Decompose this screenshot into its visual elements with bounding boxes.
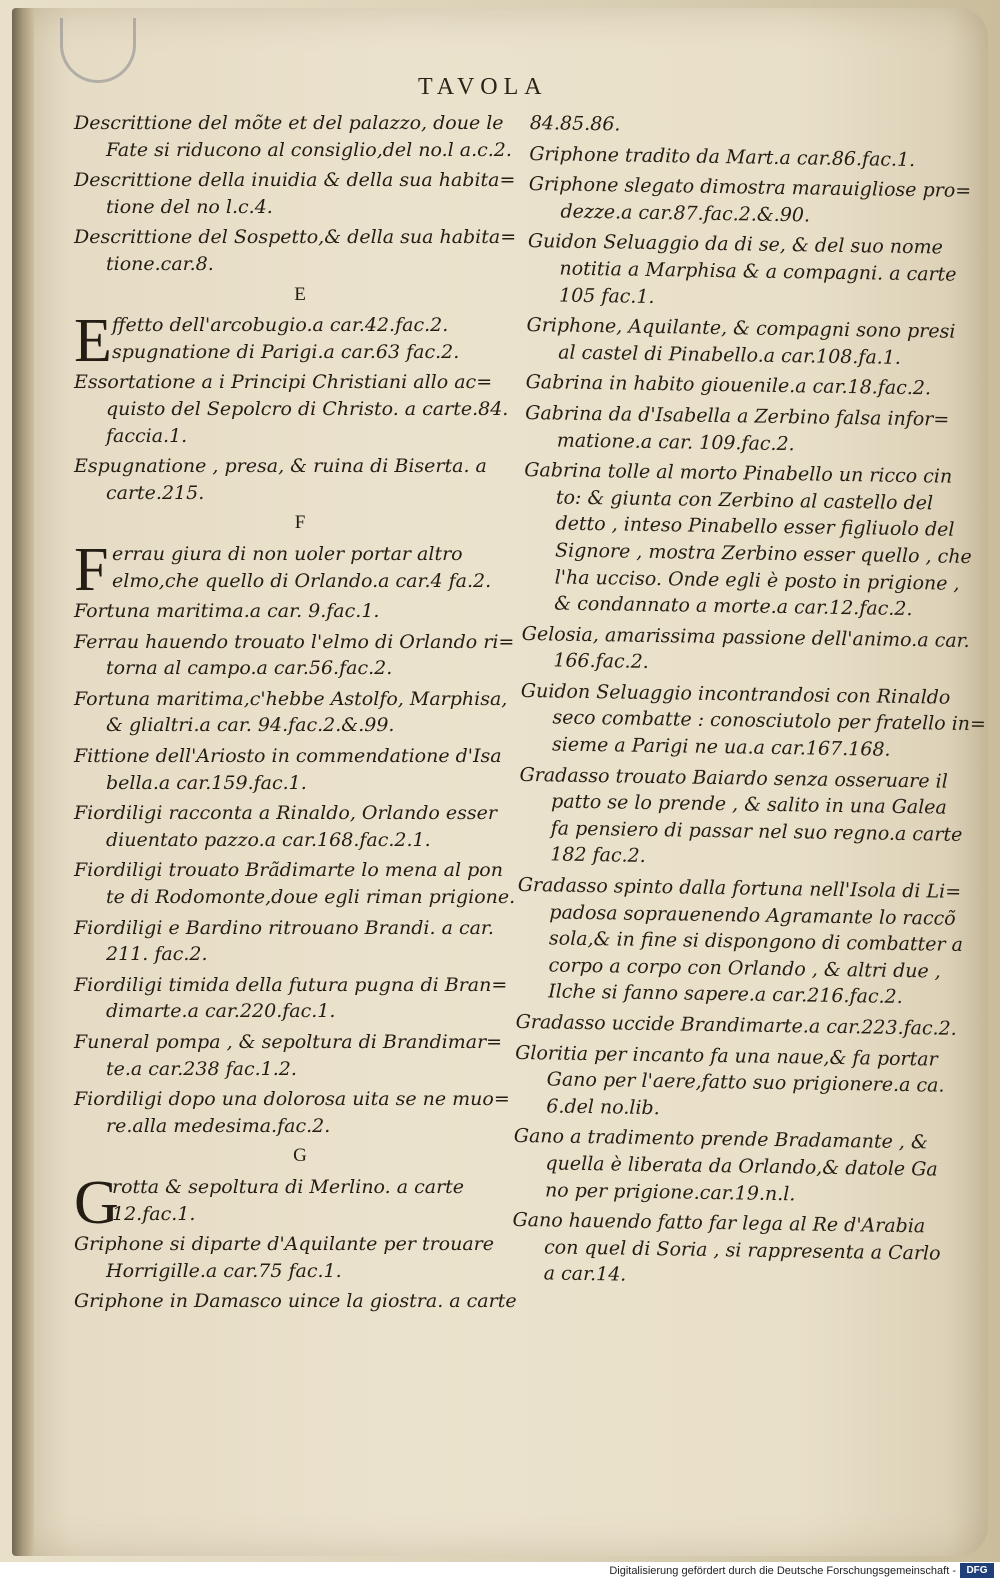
drop-cap: E — [74, 307, 112, 376]
index-entry-line: Descrittione del Sospetto,& della sua habita= — [74, 226, 517, 249]
index-entry-line: Griphone, Aquilante, & compagni sono presi — [526, 314, 956, 343]
index-column-right — [511, 110, 987, 1298]
index-entry-line: Gloritia per incanto fa una naue,& fa portar — [515, 1041, 938, 1071]
index-entry-line: sola,& in fine si dispongono di combatter a — [548, 927, 964, 957]
index-entry-line: Fiordiligi racconta a Rinaldo, Orlando esser — [74, 802, 497, 825]
index-entry-line: Guidon Seluaggio incontrandosi con Rinaldo — [520, 679, 951, 709]
index-entry-line: & condannato a morte.a car.12.fac.2. — [554, 592, 913, 621]
index-entry-line: Funeral pompa , & sepoltura di Brandimar= — [74, 1031, 503, 1053]
index-entry — [74, 629, 526, 682]
index-entry — [74, 972, 526, 1025]
index-entry-line: matione.a car. 109.fac.2. — [556, 428, 795, 455]
index-entry-line: & glialtri.a car. 94.fac.2.&.99. — [106, 714, 395, 737]
index-entry-line: spugnatione di Parigi.a car.63 fac.2. — [112, 340, 460, 363]
index-entry-line: Gano a tradimento prende Bradamante , & — [513, 1125, 929, 1154]
index-entry-line: con quel di Soria , si rappresenta a Carlo — [543, 1236, 941, 1265]
index-entry — [74, 598, 526, 625]
index-entry-line: al castel di Pinabello.a car.108.fa.1. — [558, 341, 902, 369]
index-entry-line: tione del no l.c.4. — [106, 195, 273, 218]
index-entry-line: Guidon Seluaggio da di se, & del suo nome — [527, 230, 943, 259]
index-entry — [529, 141, 969, 175]
dfg-logo: DFG — [960, 1563, 994, 1578]
index-entry-line: Gradasso spinto dalla fortuna nell'Isola di Li= — [517, 873, 962, 903]
index-entry — [526, 369, 966, 403]
index-entry-line: a car.14. — [543, 1262, 627, 1286]
index-entry-line: Descrittione del mõte et del palazzo, doue le — [74, 112, 504, 134]
index-entry-line: patto se lo prende , & salito in una Galea — [550, 790, 947, 819]
index-entry — [74, 1288, 526, 1315]
index-entry-line: 6.del no.lib. — [546, 1095, 660, 1119]
index-entry-line: Horrigille.a car.75 fac.1. — [106, 1259, 342, 1282]
index-entry-line: Griphone in Damasco uince la giostra. a carte — [74, 1290, 517, 1313]
index-entry-line: re.alla medesima.fac.2. — [106, 1114, 331, 1137]
index-entry-line: quisto del Sepolcro di Christo. a carte.84. — [106, 397, 509, 420]
index-entry-line: Griphone tradito da Mart.a car.86.fac.1. — [529, 142, 916, 171]
index-entry-line: Ferrau hauendo trouato l'elmo di Orlando ri= — [74, 630, 515, 653]
index-entry-line: te di Rodomonte,doue egli riman prigione. — [106, 886, 516, 909]
section-letter-heading: F — [294, 512, 306, 534]
index-entry-line: sieme a Parigi ne ua.a car.167.168. — [551, 733, 891, 761]
index-entry-line: Fortuna maritima.a car. 9.fac.1. — [74, 600, 380, 623]
index-entry-line: Fate si riducono al consiglio,del no.l a.c.2. — [106, 138, 512, 161]
section-letter-heading: E — [294, 283, 306, 305]
index-entry — [515, 1009, 955, 1043]
index-entry-line: Fiordiligi trouato Brãdimarte lo mena al pon — [74, 859, 503, 882]
index-entry-line: 84.85.86. — [529, 111, 621, 136]
index-entry — [74, 915, 526, 968]
index-entry — [513, 1123, 954, 1210]
index-entry-line: Griphone si diparte d'Aquilante per trouare — [74, 1233, 495, 1256]
index-entry — [525, 400, 966, 460]
index-entry — [74, 110, 526, 163]
index-entry-line: padosa soprauenendo Agramante lo raccõ — [549, 901, 956, 930]
index-entry — [516, 872, 964, 1012]
index-entry — [74, 686, 526, 739]
index-entry — [74, 307, 526, 376]
index-entry-line: dimarte.a car.220.fac.1. — [106, 1000, 336, 1023]
index-entry — [74, 453, 526, 506]
index-entry-line: 211. fac.2. — [106, 943, 208, 966]
index-entry — [518, 762, 963, 875]
index-entry — [74, 535, 526, 604]
drop-cap: F — [74, 535, 109, 604]
index-entry-line: Signore , mostra Zerbino esser quello , che — [554, 539, 972, 568]
index-entry-line: Gabrina in habito giouenile.a car.18.fac.2. — [525, 371, 932, 400]
index-entry-line: Gradasso trouato Baiardo senza osseruare il — [519, 763, 948, 793]
index-entry-line: Gabrina da d'Isabella a Zerbino falsa infor= — [525, 401, 950, 431]
index-entry-line: ffetto dell'arcobugio.a car.42.fac.2. — [112, 314, 449, 337]
index-entry — [514, 1039, 955, 1126]
index-entry — [526, 312, 967, 372]
index-entry-line: Gano hauendo fatto far lega al Re d'Arabia — [512, 1209, 926, 1238]
index-entry-line: Gano per l'aere,fatto suo prigionere.a ca. — [546, 1068, 945, 1097]
index-entry — [520, 678, 987, 765]
index-entry-line: Fittione dell'Ariosto in commendatione d'Isa — [74, 745, 502, 768]
index-entry-line: bella.a car.159.fac.1. — [106, 771, 307, 794]
index-entry-line: corpo a corpo con Orlando , & altri due , — [548, 954, 941, 983]
index-entry-line: notitia a Marphisa & a compagni. a carte — [559, 257, 957, 286]
index-column-left — [74, 110, 526, 1319]
index-entry-line: Fiordiligi e Bardino ritrouano Brandi. a car. — [74, 916, 494, 939]
funding-credit: Digitalisierung gefördert durch die Deutsche Forschungsgemeinschaft - — [609, 1565, 956, 1577]
index-entry-line: elmo,che quello di Orlando.a car.4 fa.2. — [112, 569, 492, 592]
page-gutter — [12, 8, 34, 1556]
section-letter-heading: G — [293, 1145, 307, 1167]
index-entry — [74, 1086, 526, 1139]
index-entry-line: diuentato pazzo.a car.168.fac.2.1. — [106, 828, 431, 851]
index-entry-line: Essortatione a i Principi Christiani allo ac= — [74, 371, 493, 394]
index-entry-line: torna al campo.a car.56.fac.2. — [106, 657, 393, 680]
index-entry-line: 182 fac.2. — [550, 843, 646, 868]
index-entry-line: detto , inteso Pinabello esser figliuolo del — [555, 512, 955, 542]
index-entry-line: 166.fac.2. — [553, 649, 649, 674]
index-entry-line: te.a car.238 fac.1.2. — [106, 1057, 297, 1080]
running-head: TAVOLA — [418, 74, 548, 100]
index-entry-line: Gradasso uccide Brandimarte.a car.223.fac.2. — [515, 1010, 957, 1040]
index-entry-line: tione.car.8. — [106, 252, 214, 275]
index-entry — [512, 1207, 953, 1294]
index-entry — [527, 228, 968, 315]
index-entry-line: Griphone slegato dimostra marauigliose pro= — [528, 173, 972, 203]
index-entry-line: Gabrina tolle al morto Pinabello un ricco cin — [524, 459, 953, 488]
index-entry-line: dezze.a car.87.fac.2.&.90. — [560, 200, 811, 227]
index-entry — [74, 800, 526, 853]
index-entry-line: to: & giunta con Zerbino al castello del — [555, 486, 934, 515]
index-entry — [74, 369, 526, 449]
index-entry-line: l'ha ucciso. Onde egli è posto in prigione , — [554, 565, 960, 595]
index-entry-line: rotta & sepoltura di Merlino. a carte — [112, 1175, 465, 1198]
index-entry — [530, 110, 970, 144]
index-entry-line: Fiordiligi timida della futura pugna di Bran= — [74, 973, 508, 996]
index-entry — [74, 743, 526, 796]
index-entry — [74, 1029, 526, 1082]
index-entry-line: errau giura di non uoler portar altro — [112, 542, 463, 565]
index-entry-line: seco combatte : conosciutolo per fratello in= — [552, 706, 987, 736]
index-entry — [74, 1168, 526, 1237]
index-entry — [528, 171, 972, 231]
index-entry-line: carte.215. — [106, 481, 205, 504]
index-entry-line: 105 fac.1. — [558, 284, 655, 308]
index-entry — [522, 457, 972, 623]
drop-cap: G — [74, 1168, 119, 1237]
index-entry — [74, 857, 526, 910]
index-entry — [74, 1231, 526, 1284]
index-entry — [74, 224, 526, 277]
index-entry-line: Fortuna maritima,c'hebbe Astolfo, Marphisa, — [74, 687, 508, 710]
index-entry — [74, 167, 526, 220]
index-entry-line: Fiordiligi dopo una dolorosa uita se ne muo= — [74, 1088, 510, 1111]
index-entry-line: fa pensiero di passar nel suo regno.a carte — [550, 817, 963, 846]
index-entry-line: Descrittione della inuidia & della sua habita= — [74, 169, 516, 192]
index-entry-line: Ilche si fanno sapere.a car.216.fac.2. — [547, 980, 903, 1009]
index-entry-line: Gelosia, amarissima passione dell'animo.a car. — [521, 622, 970, 652]
index-entry — [521, 621, 970, 681]
index-entry-line: Espugnatione , presa, & ruina di Biserta. a — [74, 455, 487, 478]
index-entry-line: quella è liberata da Orlando,& datole Ga — [545, 1152, 938, 1181]
index-entry-line: 12.fac.1. — [112, 1202, 196, 1225]
index-entry-line: faccia.1. — [106, 424, 188, 447]
paper-clip — [60, 18, 136, 83]
index-entry-line: no per prigione.car.19.n.l. — [544, 1178, 796, 1205]
